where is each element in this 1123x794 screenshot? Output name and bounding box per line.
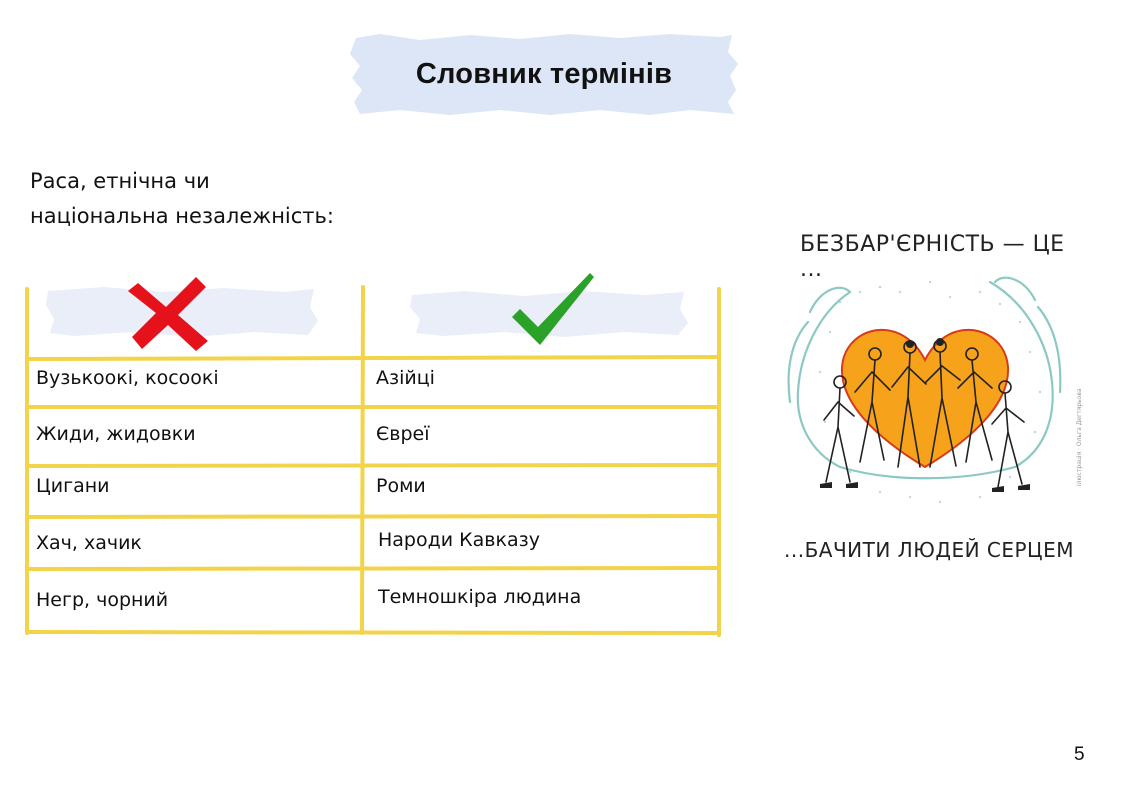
wrong-term-1: Вузькоокі, косоокі bbox=[36, 367, 219, 389]
accessibility-illustration bbox=[780, 226, 1090, 566]
correct-term-3: Роми bbox=[376, 475, 426, 497]
page-number: 5 bbox=[1074, 744, 1085, 765]
section-subtitle bbox=[30, 164, 450, 234]
correct-term-2: Євреї bbox=[376, 423, 430, 445]
page-title: Словник термінів bbox=[415, 57, 673, 90]
title-banner bbox=[350, 32, 738, 116]
cross-icon bbox=[128, 275, 210, 351]
subtitle-line-2: національна незалежність: bbox=[30, 204, 334, 228]
wrong-term-3: Цигани bbox=[36, 475, 110, 497]
correct-term-1: Азійці bbox=[376, 367, 435, 389]
illustration-bottom-text: ...БАЧИТИ ЛЮДЕЙ СЕРЦЕМ bbox=[784, 538, 1074, 562]
wrong-term-5: Негр, чорний bbox=[36, 589, 169, 611]
terms-table bbox=[24, 285, 722, 637]
correct-term-5: Темношкіра людина bbox=[378, 586, 582, 608]
correct-term-4: Народи Кавказу bbox=[378, 529, 540, 551]
heart-hands-drawing bbox=[780, 262, 1070, 532]
checkmark-icon bbox=[510, 271, 594, 347]
illustration-top-text: БЕЗБАР'ЄРНІСТЬ — ЦЕ ... bbox=[800, 232, 1065, 282]
wrong-term-2: Жиди, жидовки bbox=[36, 423, 196, 445]
wrong-term-4: Хач, хачик bbox=[36, 532, 142, 554]
subtitle-line-1: Раса, етнічна чи bbox=[30, 169, 210, 193]
illustration-credit: ілюстрація · Ольга Дегтярьова bbox=[1076, 388, 1083, 486]
